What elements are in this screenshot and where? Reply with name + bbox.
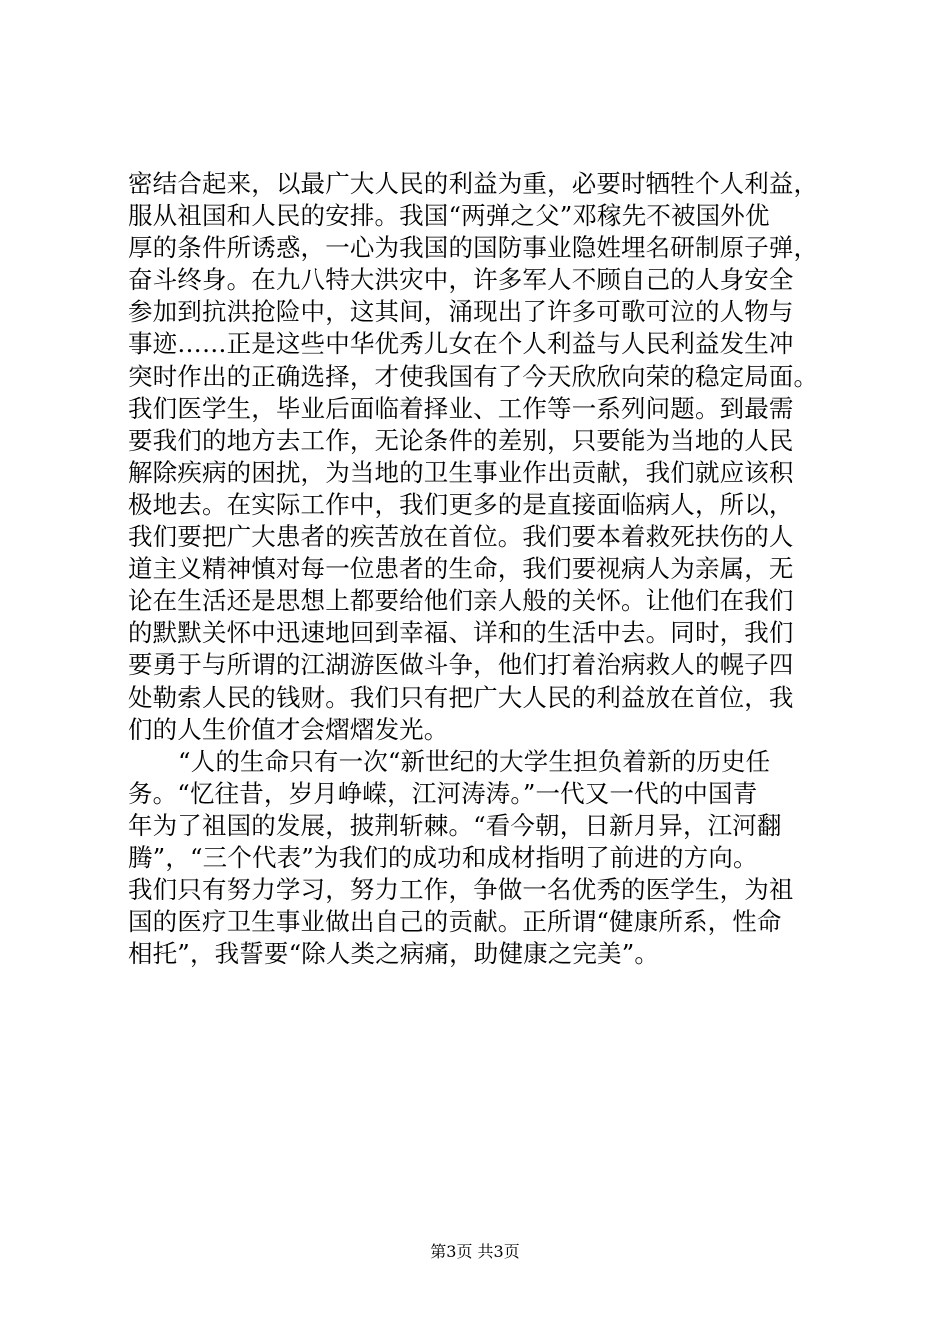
text-line: 事迹……正是这些中华优秀儿女在个人利益与人民利益发生冲 [128,329,794,359]
text-line: 我们医学生，毕业后面临着择业、工作等一系列问题。到最需 [128,393,794,423]
text-line: 道主义精神慎对每一位患者的生命，我们要视病人为亲属，无 [128,554,794,584]
text-line: 解除疾病的困扰，为当地的卫生事业作出贡献，我们就应该积 [128,457,794,487]
text-line: 务。“忆往昔，岁月峥嵘，江河涛涛。”一代又一代的中国青 [128,778,758,808]
paragraph-start-line: “人的生命只有一次“新世纪的大学生担负着新的历史任 [178,746,771,776]
text-line: 论在生活还是思想上都要给他们亲人般的关怀。让他们在我们 [128,586,794,616]
page-number-footer: 第3页 共3页 [430,1242,520,1261]
document-body [128,168,838,970]
text-line: 参加到抗洪抢险中，这其间，涌现出了许多可歌可泣的人物与 [128,297,794,327]
text-line: 我们只有努力学习，努力工作，争做一名优秀的医学生，为祖 [128,875,794,905]
text-line: 国的医疗卫生事业做出自己的贡献。正所谓“健康所系，性命 [128,907,782,937]
text-line: 我们要把广大患者的疾苦放在首位。我们要本着救死扶伤的人 [128,522,794,552]
text-line: 突时作出的正确选择，才使我国有了今天欣欣向荣的稳定局面。 [128,361,819,391]
text-line: 服从祖国和人民的安排。我国“两弹之父”邓稼先不被国外优 [128,201,770,231]
text-line: 要勇于与所谓的江湖游医做斗争，他们打着治病救人的幌子四 [128,650,794,680]
text-line: 处勒索人民的钱财。我们只有把广大人民的利益放在首位，我 [128,682,794,712]
text-line: 密结合起来，以最广大人民的利益为重，必要时牺牲个人利益， [128,169,819,198]
text-line: 的默默关怀中迅速地回到幸福、详和的生活中去。同时，我们 [128,618,794,648]
text-line: 腾”，“三个代表”为我们的成功和成材指明了前进的方向。 [128,842,758,872]
text-line: 极地去。在实际工作中，我们更多的是直接面临病人，所以， [128,489,794,519]
text-line: 奋斗终身。在九八特大洪灾中，许多军人不顾自己的人身安全 [128,265,794,295]
text-line: 年为了祖国的发展，披荆斩棘。“看今朝，日新月异，江河翻 [128,810,782,840]
text-line: 厚的条件所诱惑，一心为我国的国防事业隐姓埋名研制原子弹， [128,233,819,263]
text-line: 相托”，我誓要“除人类之病痛，助健康之完美”。 [128,939,660,969]
text-line: 要我们的地方去工作，无论条件的差别，只要能为当地的人民 [128,425,794,455]
text-line: 们的人生价值才会熠熠发光。 [128,714,449,744]
